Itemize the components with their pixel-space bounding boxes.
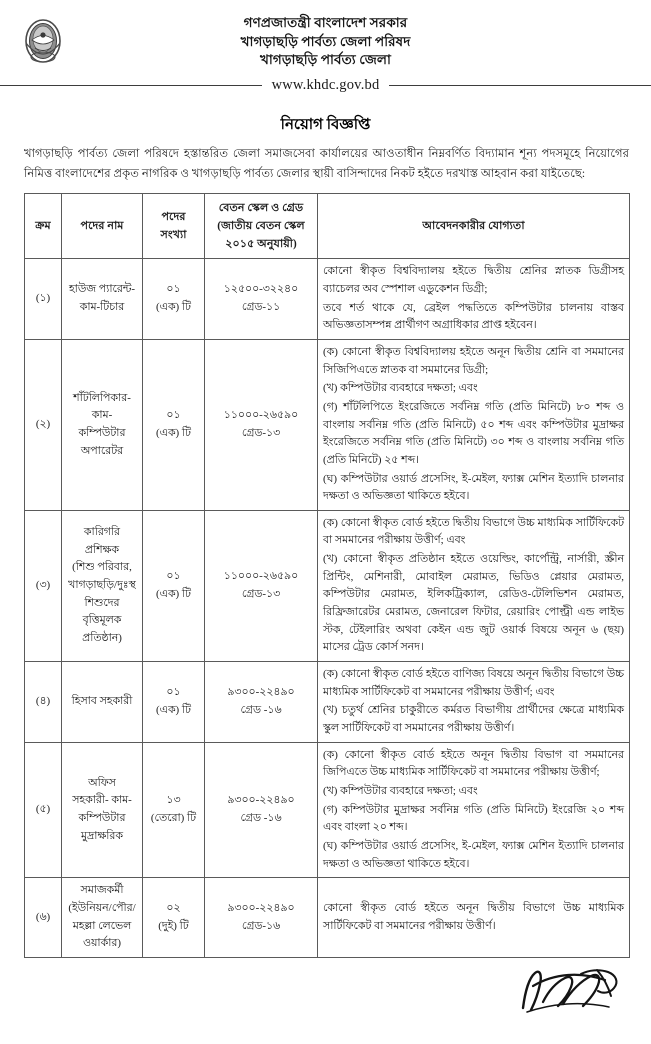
pay-grade-value: গ্রেড -১৬: [240, 812, 282, 824]
header-text-block: [0, 14, 651, 70]
row-post-count: [143, 259, 205, 340]
vacancy-table: [24, 193, 630, 958]
pay-scale-value: ১১০০০-২৬৫৯০: [223, 570, 299, 583]
post-name-line: খাগড়াছড়ি/দুঃস্থ: [68, 579, 136, 592]
row-post-name: [62, 878, 143, 958]
pay-grade-value: গ্রেড-১৩: [241, 587, 281, 600]
col-header-serial: ক্রম: [25, 193, 62, 258]
post-name-line: অপারেটর: [80, 444, 124, 457]
qualification-item: (খ) কম্পিউটার ব্যবহারে দক্ষতা; এবং: [323, 785, 478, 798]
post-name-line: ওয়ার্কার): [83, 937, 121, 950]
post-count-value: ০২: [166, 901, 181, 914]
qualification-item: (ক) কোনো স্বীকৃত বোর্ড হইতে অনূন দ্বিতীয় বিভাগ বা সমমানের জিপিএতে উচ্চ মাধ্যমিক সার্টিফিকেট বা সমমানের পরীক্ষায় উত্তীর্ণ;: [323, 748, 624, 779]
post-name-line: সমাজকর্মী: [80, 884, 124, 897]
post-count-value: ১৩: [166, 794, 181, 807]
post-count-unit: (তেরো) টি: [150, 812, 197, 824]
row-post-name: [62, 339, 143, 510]
post-count-value: ০১: [166, 409, 181, 422]
row-qualification: [318, 339, 630, 510]
post-name-line: অফিস: [88, 776, 116, 789]
table-row: [25, 259, 630, 340]
pay-grade-value: গ্রেড-১৩: [241, 426, 281, 439]
row-post-name: [62, 510, 143, 661]
row-pay-scale: [205, 878, 318, 958]
row-serial: (৪): [25, 662, 62, 743]
header-rule-right: [389, 85, 651, 86]
row-post-name: [62, 742, 143, 878]
qualification-item: কোনো স্বীকৃত বোর্ড হইতে অনূন দ্বিতীয় বিভাগে উচ্চ মাধ্যমিক সার্টিফিকেট বা সমমানের পরীক্ষায় উত্তীর্ণ।: [323, 901, 624, 932]
document-header: [0, 0, 651, 104]
post-name-line: কম্পিউটার: [78, 426, 126, 439]
col-header-post-count-line2: সংখ্যা: [160, 229, 187, 242]
post-name-line: শিশুদের: [84, 596, 120, 609]
row-pay-scale: [205, 259, 318, 340]
post-count-unit: (এক) টি: [156, 703, 191, 716]
qualification-item: (খ) কোনো স্বীকৃত প্রতিষ্ঠান হইতে ওয়েল্ডিং, কার্পেন্ট্রি, নার্সারী, স্ক্রীন প্রিন্টিং, মেশিনারী, মোবাইল মেরামত, ভিডিও প্লেয়ার মেরামত, কম্পিউটার মেরামত, ইলিকট্রিক্যাল, রেডিও-টেলিভিশন মেরামত, রিফ্রিজারেটর মেরামত, জেনারেল ফিটার, রেয়ারিং পোল্ট্রী এন্ড লাইভ স্টক, টেইলারিং অথবা কেইন এন্ড জুট ওয়ার্ক বিষয়ে অনূন ৬ (ছয়) মাসের ট্রেড কোর্স সনদ।: [323, 553, 624, 654]
post-name-line: প্রশিক্ষক: [84, 543, 120, 556]
handwritten-signature: [513, 964, 623, 1018]
col-header-pay-scale-line3: ২০১৫ অনুযায়ী): [225, 238, 297, 251]
post-name-line: প্রতিষ্ঠান): [82, 632, 122, 645]
website-row: [0, 75, 651, 97]
col-header-post-count: [143, 193, 205, 258]
qualification-item: (গ) কম্পিউটার মুদ্রাক্ষর সর্বনিম্ন গতি (প্রতি মিনিটে) ইংরেজি ২০ শব্দ এবং বাংলা ২০ শব্দ।: [323, 803, 624, 834]
pay-scale-value: ৯৩০০-২২৪৯০: [227, 794, 295, 807]
table-row: [25, 339, 630, 510]
pay-scale-value: ১১০০০-২৬৫৯০: [223, 409, 299, 422]
pay-grade-value: গ্রেড-১১: [241, 301, 281, 314]
row-serial: (৬): [25, 878, 62, 958]
pay-scale-value: ১২৫০০-৩২২৪০: [223, 283, 299, 296]
row-post-name: [62, 662, 143, 743]
post-name-line: কাম-টিচার: [79, 301, 125, 314]
row-qualification: [318, 510, 630, 661]
qualification-item: (ক) কোনো স্বীকৃত বোর্ড হইতে বাণিজ্য বিষয়ে অনূন দ্বিতীয় বিভাগে উচ্চ মাধ্যমিক সার্টিফিকেট বা সমমানের পরীক্ষায় উত্তীর্ণ; এবং: [323, 668, 624, 698]
post-name-line: (শিশু পরিবার,: [72, 561, 132, 574]
row-pay-scale: [205, 662, 318, 743]
qualification-item: (ঘ) কম্পিউটার ওয়ার্ড প্রসেসিং, ই-মেইল, ফ্যাক্স মেশিন ইত্যাদি চালনার দক্ষতা ও অভিজ্ঞতা থাকিতে হইবে।: [323, 472, 624, 503]
qualification-item: (ক) কোনো স্বীকৃত বোর্ড হইতে দ্বিতীয় বিভাগে উচ্চ মাধ্যমিক সার্টিফিকেট বা সমমানের পরীক্ষায় উত্তীর্ণ; এবং: [323, 516, 624, 547]
bangladesh-government-emblem-icon: [20, 16, 66, 68]
qualification-item: (ঘ) কম্পিউটার ওয়ার্ড প্রসেসিং, ই-মেইল, ফ্যাক্স মেশিন ইত্যাদি চালনার দক্ষতা ও অভিজ্ঞতা থাকিতে হইবে।: [323, 839, 624, 870]
qualification-item: (ক) কোনো স্বীকৃত বিশ্ববিদ্যালয় হইতে অনূন দ্বিতীয় শ্রেনি বা সমমানের সিজিপিএতে স্নাতক বা সমমানের ডিগ্রী;: [323, 345, 624, 376]
col-header-pay-scale-line1: বেতন স্কেল ও গ্রেড: [218, 201, 304, 214]
pay-scale-value: ৯৩০০-২২৪৯০: [227, 686, 295, 699]
table-row: [25, 878, 630, 958]
row-pay-scale: [205, 510, 318, 661]
row-post-count: [143, 510, 205, 661]
post-count-value: ০১: [166, 283, 181, 296]
header-line-district: খাগড়াছড়ি পার্বত্য জেলা: [260, 52, 391, 68]
post-count-unit: (এক) টি: [156, 426, 191, 439]
intro-paragraph: খাগড়াছড়ি পার্বত্য জেলা পরিষদে হস্তান্তরিত জেলা সমাজসেবা কার্যালয়ের আওতাধীন নিম্নবর্ণিত বিদ্যামান শূন্য পদসমূহে নিয়োগের নিমিত্ত বাংলাদেশের প্রকৃত নাগরিক ও খাগড়াছড়ি পার্বত্য জেলার স্থায়ী বাসিন্দাদের নিকট হইতে দরখাস্ত আহবান করা যাইতেছে:: [24, 147, 629, 180]
pay-grade-value: গ্রেড-১৬: [241, 919, 281, 932]
row-serial: (৩): [25, 510, 62, 661]
post-count-value: ০১: [166, 570, 181, 583]
website-url[interactable]: www.khdc.gov.bd: [271, 77, 380, 94]
post-count-unit: (দুই) টি: [158, 919, 189, 932]
post-name-line: (ইউনিয়ন/পৌর/: [68, 901, 136, 914]
pay-grade-value: গ্রেড -১৬: [240, 703, 282, 716]
row-qualification: [318, 662, 630, 743]
header-rule-left: [0, 85, 262, 86]
header-line-government: গণপ্রজাতন্ত্রী বাংলাদেশ সরকার: [243, 15, 408, 30]
post-name-line: শাঁটলিপিকার-: [73, 391, 131, 404]
col-header-post-count-line1: পদের: [161, 210, 186, 223]
row-post-count: [143, 742, 205, 878]
row-pay-scale: [205, 339, 318, 510]
qualification-item: কোনো স্বীকৃত বিশ্ববিদ্যালয় হইতে দ্বিতীয় শ্রেনির স্নাতক ডিগ্রীসহ ব্যাচেলর অব স্পেশাল এডুকেশন ডিগ্রী;: [323, 265, 624, 295]
row-qualification: [318, 742, 630, 878]
post-count-unit: (এক) টি: [156, 301, 191, 314]
row-post-name: [62, 259, 143, 340]
row-post-count: [143, 878, 205, 958]
col-header-qualification: আবেদনকারীর যোগ্যতা: [318, 193, 630, 258]
col-header-post-name: পদের নাম: [62, 193, 143, 258]
row-qualification: [318, 259, 630, 340]
table-header-row: [25, 193, 630, 258]
table-row: [25, 742, 630, 878]
header-line-council: খাগড়াছড়ি পার্বত্য জেলা পরিষদ: [240, 33, 411, 49]
table-row: [25, 510, 630, 661]
row-qualification: [318, 878, 630, 958]
page-title: নিয়োগ বিজ্ঞপ্তি: [280, 117, 371, 133]
post-name-line: বৃত্তিমূলক: [82, 614, 122, 627]
post-count-value: ০১: [166, 686, 181, 699]
row-pay-scale: [205, 742, 318, 878]
post-name-line: মুদ্রাক্ষরিক: [81, 829, 123, 842]
post-name-line: কারিগরি: [83, 526, 121, 539]
post-name-line: মহল্লা লেভেল: [72, 919, 132, 932]
qualification-item: (খ) কম্পিউটার ব্যবহারে দক্ষতা; এবং: [323, 382, 478, 395]
table-row: [25, 662, 630, 743]
post-name-line: সহকারী- কাম-: [72, 794, 132, 807]
post-count-unit: (এক) টি: [156, 587, 191, 600]
row-post-count: [143, 662, 205, 743]
post-name-line: কম্পিউটার: [78, 812, 126, 824]
post-name-line: হাউজ প্যারেন্ট-: [68, 283, 136, 296]
row-serial: (৫): [25, 742, 62, 878]
col-header-pay-scale: [205, 193, 318, 258]
qualification-item: তবে শর্ত থাকে যে, ব্রেইল পদ্ধতিতে কম্পিউটার চালনায় বাস্তব অভিজ্ঞতাসম্পন্ন প্রার্থীগণ অগ্রাধিকার প্রাপ্ত হইবেন।: [323, 301, 624, 332]
post-name-line: হিসাব সহকারী: [71, 695, 133, 708]
qualification-item: (গ) শাঁটলিপিতে ইংরেজিতে সর্বনিম্ন গতি (প্রতি মিনিটে) ৮০ শব্দ ও বাংলায় সর্বনিম্ন গতি (প্রতি মিনিটে) ৫০ শব্দ এবং কম্পিউটার মুদ্রাক্ষর ইংরেজিতে সর্বনিম্ন গতি (প্রতি মিনিটে) ৩০ শব্দ ও বাংলায় সর্বনিম্ন গতি (প্রতি মিনিটে) ২৫ শব্দ।: [323, 400, 624, 466]
row-serial: (১): [25, 259, 62, 340]
col-header-pay-scale-line2: (জাতীয় বেতন স্কেল: [217, 220, 305, 233]
vacancy-table-body: [25, 259, 630, 958]
row-post-count: [143, 339, 205, 510]
vacancy-table-wrapper: [24, 193, 629, 958]
qualification-item: (খ) চতুর্থ শ্রেনির চাকুরীতে কর্মরত বিভাগীয় প্রার্থীদের ক্ষেত্রে মাধ্যমিক স্কুল সার্টিফিকেট বা সমমানের পরীক্ষায় উত্তীর্ণ।: [323, 704, 624, 735]
post-name-line: কাম-: [91, 409, 113, 422]
pay-scale-value: ৯৩০০-২২৪৯০: [227, 901, 295, 914]
row-serial: (২): [25, 339, 62, 510]
